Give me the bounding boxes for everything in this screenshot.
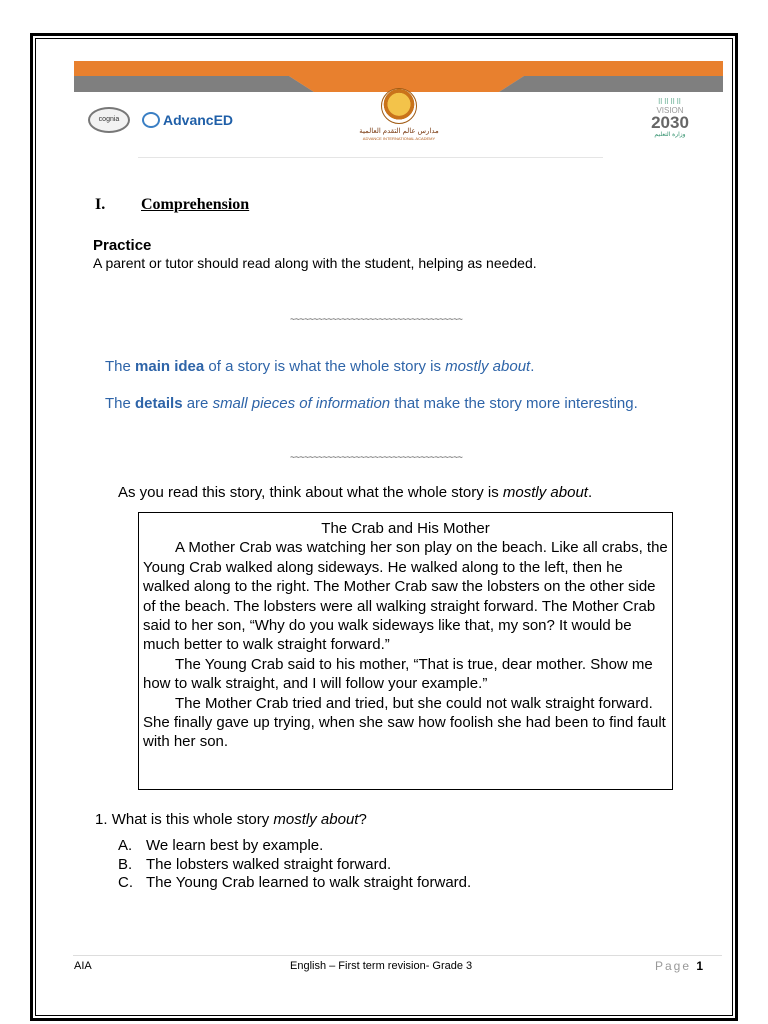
school-crest-icon (381, 88, 417, 124)
story-box (138, 512, 673, 790)
answer-options (118, 837, 471, 893)
section-title: Comprehension (141, 196, 250, 213)
footer-school: AIA (74, 960, 92, 972)
story-paragraph-3: The Mother Crab tried and tried, but she could not walk straight forward. She finally gave up trying, when she saw how foolish she had been to find fault with her son. (143, 694, 666, 751)
header-rule (138, 157, 603, 158)
advanced-globe-icon (142, 112, 160, 128)
footer-rule (73, 955, 722, 956)
footer-page: Page 1 (655, 959, 704, 973)
header-logos (74, 92, 723, 154)
answer-option-c[interactable]: C. The Young Crab learned to walk straight forward. (118, 874, 472, 891)
story-paragraph-1: A Mother Crab was watching her son play on the beach. Like all crabs, the Young Crab walked along sideways. He walked along to the left, then he walked along to the right. The Mother Crab saw the lobsters on the other side of the beach. The lobsters were all walking straight forward. The Mother Crab said to her son, “Why do you walk sideways like that, my son? It would be much better to walk straight forward.” (143, 539, 668, 654)
advanced-logo: AdvancED (142, 109, 233, 131)
story-paragraph-2: The Young Crab said to his mother, “That is true, dear mother. Show me how to walk straight, and I will follow your example.” (143, 655, 653, 693)
practice-heading: Practice (93, 237, 152, 254)
school-logo: مدارس عالم التقدم العالمية ADVANCE INTERNATIONAL ACADEMY (344, 88, 454, 152)
story-title: The Crab and His Mother (321, 520, 490, 537)
vision-dots-icon: ⠿⠿⠿⠿ (657, 99, 683, 106)
divider-2: ~~~~~~~~~~~~~~~~~~~~~~~~~~~~~~~~~~~~~ (290, 454, 463, 460)
section-number: I. (95, 196, 106, 213)
vision-2030-logo: ⠿⠿⠿⠿ VISION 2030 وزارة التعليم (630, 98, 710, 146)
answer-option-a[interactable]: A. We learn best by example. (118, 837, 324, 854)
main-idea-definition: The main idea of a story is what the whole story is mostly about. (105, 358, 535, 375)
answer-option-b[interactable]: B. The lobsters walked straight forward. (118, 855, 392, 873)
reading-instruction: As you read this story, think about what the whole story is mostly about. (118, 484, 593, 501)
practice-text: A parent or tutor should read along with the student, helping as needed. (93, 255, 537, 271)
divider-1: ~~~~~~~~~~~~~~~~~~~~~~~~~~~~~~~~~~~~~ (290, 316, 463, 322)
question-1: 1. What is this whole story mostly about? (95, 811, 367, 828)
details-definition: The details are small pieces of information that make the story more interesting. (105, 395, 638, 412)
cognia-logo: cognia (88, 107, 130, 133)
footer-title: English – First term revision- Grade 3 (290, 960, 473, 972)
